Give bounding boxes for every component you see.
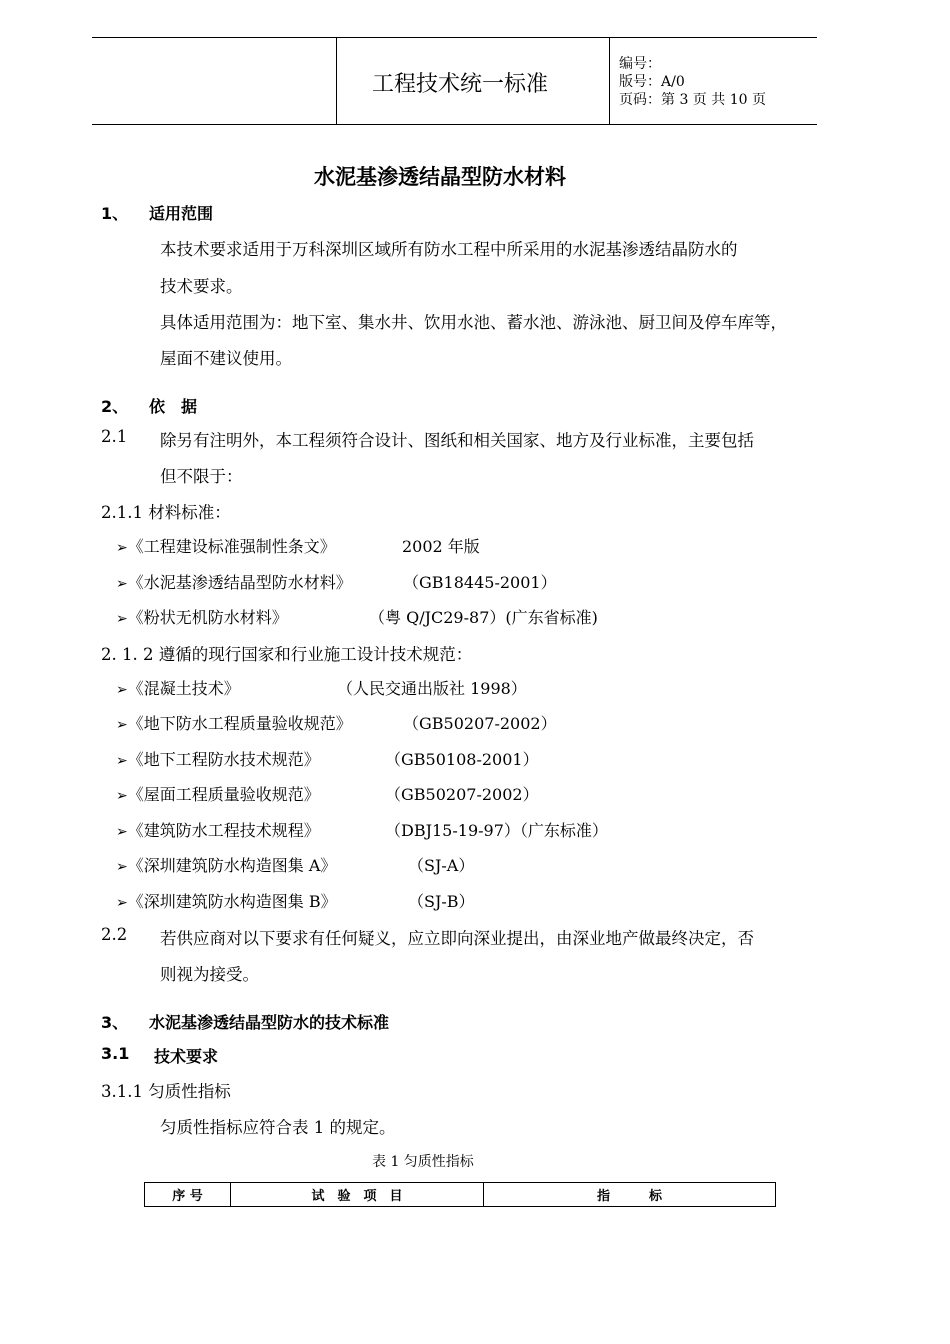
list-item-code: （GB18445-2001） xyxy=(403,573,557,592)
section-2-heading: 依 据 xyxy=(149,397,198,416)
header-divider-right xyxy=(609,38,610,124)
list-item-code: （SJ-A） xyxy=(408,856,475,875)
clause-2-1-text-b: 但不限于： xyxy=(160,467,243,486)
list-item-code: 2002 年版 xyxy=(402,537,480,556)
section-1-para-1b: 技术要求。 xyxy=(160,277,243,296)
list-item-code: （GB50207-2002） xyxy=(403,714,557,733)
header-top-rule xyxy=(92,37,817,38)
clause-3-1-heading: 技术要求 xyxy=(154,1047,219,1066)
clause-2-2-text-b: 则视为接受。 xyxy=(160,965,259,984)
arrow-bullet-icon: ➢ xyxy=(116,611,128,627)
clause-2-2-text-a: 若供应商对以下要求有任何疑义，应立即向深业提出，由深业地产做最终决定，否 xyxy=(160,929,754,948)
arrow-bullet-icon: ➢ xyxy=(116,859,128,875)
list-item: ➢《地下工程防水技术规范》 xyxy=(116,750,320,769)
section-2-number: 2、 xyxy=(101,397,129,416)
list-item-code: （GB50207-2002） xyxy=(385,785,539,804)
section-1-number: 1、 xyxy=(101,204,129,223)
arrow-bullet-icon: ➢ xyxy=(116,753,128,769)
section-3-heading: 水泥基渗透结晶型防水的技术标准 xyxy=(149,1013,390,1032)
arrow-bullet-icon: ➢ xyxy=(116,540,128,556)
arrow-bullet-icon: ➢ xyxy=(116,788,128,804)
clause-2-2-number: 2.2 xyxy=(101,925,128,944)
arrow-bullet-icon: ➢ xyxy=(116,717,128,733)
uniformity-table xyxy=(144,1182,776,1207)
list-item: ➢《屋面工程质量验收规范》 xyxy=(116,785,320,804)
section-1-para-1a: 本技术要求适用于万科深圳区域所有防水工程中所采用的水泥基渗透结晶防水的 xyxy=(160,240,738,259)
list-item: ➢《粉状无机防水材料》 xyxy=(116,608,288,627)
list-item: ➢《水泥基渗透结晶型防水材料》 xyxy=(116,573,352,592)
list-item: ➢《深圳建筑防水构造图集 A》 xyxy=(116,856,337,875)
clause-3-1-number: 3.1 xyxy=(101,1044,130,1063)
section-1-para-2b: 屋面不建议使用。 xyxy=(160,349,292,368)
header-divider-left xyxy=(336,38,337,124)
clause-2-1-2-heading: 2. 1. 2 遵循的现行国家和行业施工设计技术规范： xyxy=(101,645,473,664)
header-number: 编号： xyxy=(619,56,661,72)
arrow-bullet-icon: ➢ xyxy=(116,682,128,698)
list-item: ➢《深圳建筑防水构造图集 B》 xyxy=(116,892,337,911)
table-header-cell: 序 号 xyxy=(145,1183,231,1207)
section-1-para-2a: 具体适用范围为：地下室、集水井、饮用水池、蓄水池、游泳池、厨卫间及停车库等， xyxy=(160,313,787,332)
section-1-heading: 适用范围 xyxy=(149,204,214,223)
table-caption: 表 1 匀质性指标 xyxy=(372,1154,474,1170)
table-header-row xyxy=(145,1183,776,1207)
section-3-number: 3、 xyxy=(101,1013,129,1032)
list-item-code: （人民交通出版社 1998） xyxy=(337,679,527,698)
list-item-code: （DBJ15-19-97）（广东标准） xyxy=(385,821,608,840)
list-item-code: （SJ-B） xyxy=(408,892,475,911)
header-version: 版号：A/0 xyxy=(619,74,685,90)
arrow-bullet-icon: ➢ xyxy=(116,895,128,911)
header-bottom-rule xyxy=(92,124,817,125)
list-item: ➢《工程建设标准强制性条文》 xyxy=(116,537,336,556)
table-header-cell: 指 标 xyxy=(484,1183,776,1207)
arrow-bullet-icon: ➢ xyxy=(116,576,128,592)
list-item: ➢《地下防水工程质量验收规范》 xyxy=(116,714,352,733)
list-item-code: （粤 Q/JC29-87）(广东省标准) xyxy=(369,608,598,627)
clause-2-1-text-a: 除另有注明外，本工程须符合设计、图纸和相关国家、地方及行业标准，主要包括 xyxy=(160,431,754,450)
list-item: ➢《建筑防水工程技术规程》 xyxy=(116,821,320,840)
list-item-code: （GB50108-2001） xyxy=(385,750,539,769)
header-page: 页码：第 3 页 共 10 页 xyxy=(619,92,766,108)
table-header-cell: 试 验 项 目 xyxy=(231,1183,484,1207)
clause-2-1-1-heading: 2.1.1 材料标准： xyxy=(101,503,231,522)
clause-2-1-number: 2.1 xyxy=(101,427,128,446)
list-item: ➢《混凝土技术》 xyxy=(116,679,240,698)
header-title: 工程技术统一标准 xyxy=(372,72,549,97)
clause-3-1-1-text: 匀质性指标应符合表 1 的规定。 xyxy=(160,1118,396,1137)
arrow-bullet-icon: ➢ xyxy=(116,824,128,840)
document-title: 水泥基渗透结晶型防水材料 xyxy=(314,165,566,189)
clause-3-1-1-heading: 3.1.1 匀质性指标 xyxy=(101,1082,231,1101)
